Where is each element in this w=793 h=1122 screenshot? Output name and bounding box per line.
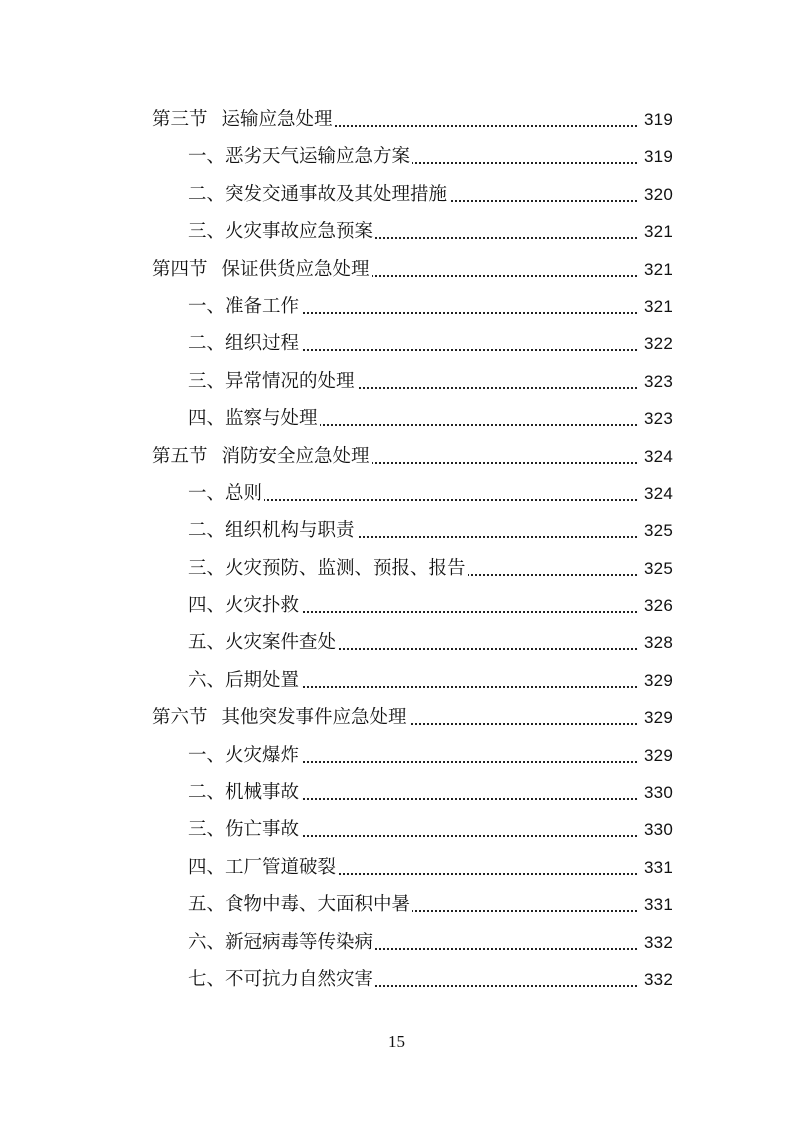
toc-entry-text: 新冠病毒等传染病: [225, 931, 374, 953]
toc-page-number: 323: [644, 409, 673, 429]
toc-entry-text: 保证供货应急处理: [221, 258, 370, 280]
table-of-contents: [0, 101, 793, 998]
toc-entry-title: [188, 512, 357, 549]
toc-page-number: 329: [644, 708, 673, 728]
toc-entry-title: [152, 438, 372, 475]
toc-page-number: 332: [644, 969, 673, 989]
toc-entry-title: [188, 886, 412, 923]
toc-entry-label: 二、: [188, 183, 226, 205]
toc-item-entry[interactable]: [0, 176, 793, 213]
toc-page-number: 332: [644, 932, 673, 952]
toc-entry-text: 火灾案件查处: [225, 632, 337, 654]
toc-entry-label: 第六节: [152, 707, 208, 729]
toc-entry-text: 火灾事故应急预案: [225, 221, 374, 243]
toc-entry-label: 六、: [188, 931, 226, 953]
toc-entry-title: [188, 363, 357, 400]
toc-entry-title: [188, 662, 301, 699]
toc-entry-title: [188, 400, 320, 437]
toc-page-number: 329: [644, 670, 673, 690]
toc-page-number: 326: [644, 596, 673, 616]
toc-item-entry[interactable]: [0, 363, 793, 400]
toc-page-number: 322: [644, 334, 673, 354]
toc-entry-title: [188, 961, 375, 998]
toc-entry-label: 四、: [188, 408, 226, 430]
toc-page-number: 328: [644, 633, 673, 653]
toc-entry-text: 准备工作: [225, 295, 300, 317]
toc-page-number: 321: [644, 296, 673, 316]
toc-entry-title: [188, 288, 301, 325]
toc-item-entry[interactable]: [0, 587, 793, 624]
toc-page-number: 324: [644, 483, 673, 503]
toc-entry-label: 三、: [188, 819, 226, 841]
toc-item-entry[interactable]: [0, 325, 793, 362]
toc-entry-label: 四、: [188, 595, 226, 617]
toc-section-entry[interactable]: [0, 438, 793, 475]
toc-entry-label: 三、: [188, 370, 226, 392]
toc-entry-label: 一、: [188, 295, 226, 317]
toc-entry-text: 火灾预防、监测、预报、报告: [225, 557, 466, 579]
toc-entry-title: [188, 587, 301, 624]
toc-entry-text: 机械事故: [225, 782, 300, 804]
toc-entry-label: 第五节: [152, 445, 208, 467]
toc-section-entry[interactable]: [0, 251, 793, 288]
toc-page-number: 331: [644, 857, 673, 877]
toc-section-entry[interactable]: [0, 699, 793, 736]
toc-item-entry[interactable]: [0, 811, 793, 848]
toc-entry-title: [188, 213, 375, 250]
toc-entry-label: 第三节: [152, 109, 208, 130]
toc-entry-label: 二、: [188, 333, 226, 355]
toc-entry-label: 第四节: [152, 258, 208, 280]
toc-entry-title: [152, 699, 409, 736]
toc-entry-text: 火灾爆炸: [225, 744, 300, 766]
toc-item-entry[interactable]: [0, 737, 793, 774]
toc-entry-title: [188, 176, 449, 213]
toc-page-number: 319: [644, 147, 673, 167]
toc-entry-title: [188, 849, 338, 886]
toc-entry-label: 二、: [188, 520, 226, 542]
toc-entry-label: 四、: [188, 856, 226, 878]
toc-entry-title: [188, 475, 264, 512]
toc-item-entry[interactable]: [0, 662, 793, 699]
toc-entry-text: 工厂管道破裂: [225, 856, 337, 878]
toc-page-number: 325: [644, 521, 673, 541]
toc-entry-text: 突发交通事故及其处理措施: [225, 183, 448, 205]
toc-entry-title: [188, 138, 412, 175]
toc-item-entry[interactable]: [0, 961, 793, 998]
toc-page-number: 329: [644, 745, 673, 765]
toc-entry-text: 运输应急处理: [221, 109, 333, 130]
toc-entry-text: 火灾扑救: [225, 595, 300, 617]
toc-entry-label: 三、: [188, 557, 226, 579]
toc-entry-text: 异常情况的处理: [225, 370, 355, 392]
toc-entry-title: [188, 624, 338, 661]
toc-item-entry[interactable]: [0, 512, 793, 549]
toc-page-number: 330: [644, 820, 673, 840]
toc-item-entry[interactable]: [0, 774, 793, 811]
toc-entry-title: [188, 811, 301, 848]
toc-entry-text: 恶劣天气运输应急方案: [225, 146, 411, 168]
toc-entry-title: [188, 774, 301, 811]
toc-page-number: 320: [644, 184, 673, 204]
toc-entry-label: 一、: [188, 146, 226, 168]
toc-entry-label: 五、: [188, 894, 226, 916]
toc-page-number: 319: [644, 110, 673, 129]
toc-item-entry[interactable]: [0, 849, 793, 886]
toc-entry-label: 五、: [188, 632, 226, 654]
toc-entry-text: 伤亡事故: [225, 819, 300, 841]
toc-item-entry[interactable]: [0, 886, 793, 923]
toc-entry-label: 二、: [188, 782, 226, 804]
page-number-footer: 15: [388, 1032, 405, 1051]
toc-item-entry[interactable]: [0, 624, 793, 661]
toc-item-entry[interactable]: [0, 213, 793, 250]
toc-entry-title: [188, 737, 301, 774]
toc-entry-text: 组织机构与职责: [225, 520, 355, 542]
toc-item-entry[interactable]: [0, 924, 793, 961]
toc-entry-text: 不可抗力自然灾害: [225, 968, 374, 990]
toc-entry-title: [188, 550, 468, 587]
toc-entry-text: 后期处置: [225, 669, 300, 691]
toc-item-entry[interactable]: [0, 400, 793, 437]
toc-entry-label: 六、: [188, 669, 226, 691]
toc-entry-title: [188, 325, 301, 362]
toc-item-entry[interactable]: [0, 138, 793, 175]
toc-entry-text: 监察与处理: [225, 408, 318, 430]
toc-page-number: 331: [644, 895, 673, 915]
toc-entry-text: 其他突发事件应急处理: [221, 707, 407, 729]
toc-entry-text: 消防安全应急处理: [221, 445, 370, 467]
toc-entry-title: [188, 924, 375, 961]
toc-page-number: 325: [644, 558, 673, 578]
toc-item-entry[interactable]: [0, 550, 793, 587]
toc-entry-text: 组织过程: [225, 333, 300, 355]
toc-entry-label: 一、: [188, 482, 226, 504]
toc-page-number: 330: [644, 783, 673, 803]
toc-entry-title: [152, 251, 372, 288]
toc-entry-label: 七、: [188, 968, 226, 990]
toc-item-entry[interactable]: [0, 288, 793, 325]
toc-page-number: 323: [644, 371, 673, 391]
toc-entry-label: 三、: [188, 221, 226, 243]
toc-entry-text: 食物中毒、大面积中暑: [225, 894, 411, 916]
toc-section-entry[interactable]: [0, 101, 793, 138]
toc-page-number: 324: [644, 446, 673, 466]
toc-page-number: 321: [644, 259, 673, 279]
toc-page-number: 321: [644, 222, 673, 242]
toc-entry-title: [152, 101, 335, 138]
toc-entry-label: 一、: [188, 744, 226, 766]
toc-entry-text: 总则: [225, 482, 263, 504]
toc-item-entry[interactable]: [0, 475, 793, 512]
